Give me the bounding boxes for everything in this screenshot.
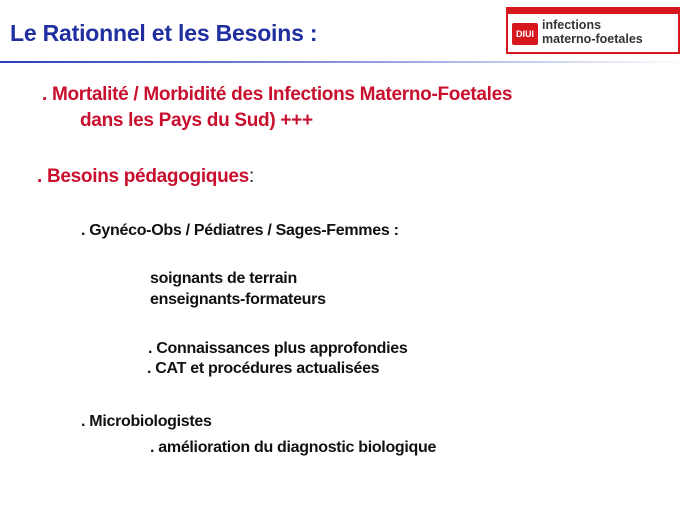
- sub-item-teachers: enseignants-formateurs: [150, 291, 326, 308]
- sub-heading-clinicians: . Gynéco-Obs / Pédiatres / Sages-Femmes :: [81, 222, 399, 239]
- point-mortality-line1: . Mortalité / Morbidité des Infections Materno-Foetales: [42, 84, 513, 105]
- logo-text: [542, 18, 643, 46]
- logo-text-line1: infections: [542, 18, 602, 32]
- logo-red-band: [508, 9, 678, 14]
- logo-text-line2: materno-foetales: [542, 32, 643, 46]
- point-pedagogical-needs-colon: :: [248, 166, 254, 187]
- sub-item-diagnosis: . amélioration du diagnostic biologique: [150, 439, 437, 456]
- sub-heading-microbiologists: . Microbiologistes: [81, 413, 212, 430]
- point-mortality-line2: dans les Pays du Sud) +++: [80, 110, 313, 131]
- sub-item-knowledge: . Connaissances plus approfondies: [148, 340, 408, 357]
- point-pedagogical-needs-label: . Besoins pédagogiques: [37, 166, 249, 187]
- sub-item-procedures: . CAT et procédures actualisées: [147, 360, 380, 377]
- logo-badge: DIUI: [512, 23, 538, 45]
- point-pedagogical-needs: [37, 166, 254, 188]
- title-underline: [0, 61, 689, 63]
- sub-item-field-carers: soignants de terrain: [150, 270, 297, 287]
- diui-logo: [506, 7, 680, 54]
- slide-title: Le Rationnel et les Besoins :: [10, 20, 318, 46]
